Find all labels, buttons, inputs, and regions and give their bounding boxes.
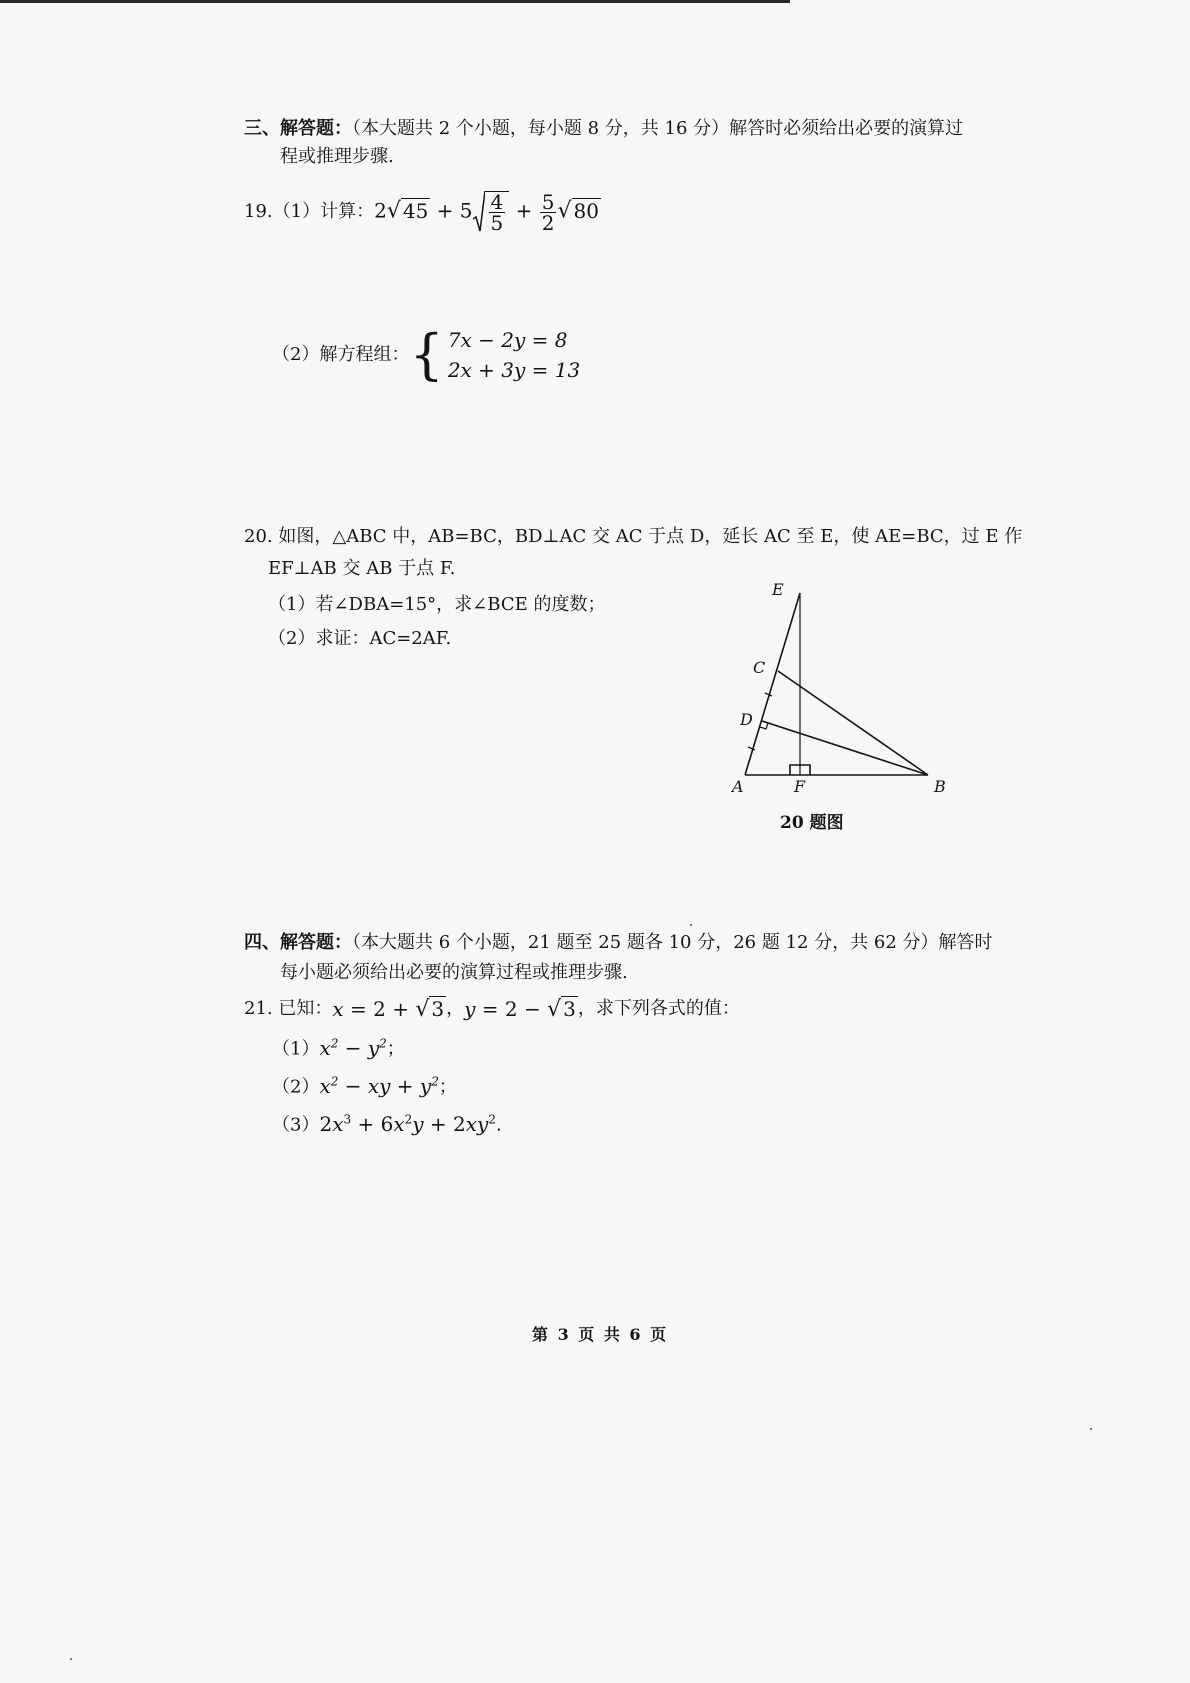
q20-part2: （2）求证：AC=2AF.	[268, 628, 452, 649]
q21-part1-label: （1）	[272, 1038, 320, 1060]
q19-expression: 2√ 45 + 5 $\frac{4}{5}$ + $\frac{5}{2}$ √ 80	[374, 189, 599, 235]
q21-part2-label: （2）	[272, 1076, 320, 1098]
section4-desc: （本大题共 6 个小题，21 题至 25 题各 10 分，26 题 12 分，共 62 分）解答时	[352, 932, 993, 953]
q20-figure	[720, 575, 960, 810]
q21-separator: ，	[446, 998, 465, 1019]
q21-part3: $(3)2x^3 + 6x^2y + 2xy^2$.	[272, 1111, 502, 1136]
q19-part1-prefix: （1）计算：	[272, 201, 375, 222]
equation-2: 2x + 3y = 13	[447, 358, 581, 382]
q21-part2: $(2)x^2$ − xy + $y^2$；	[272, 1073, 457, 1098]
q20-part1: （1）若∠DBA=15°，求∠BCE 的度数；	[268, 594, 606, 615]
q19-part2	[272, 324, 580, 386]
section3-header	[244, 118, 963, 140]
equation-system	[409, 325, 580, 385]
left-brace: {	[409, 323, 444, 386]
q20-line1: 20. 如图，△ABC 中，AB=BC，BD⊥AC 交 AC 于点 D，延长 AC 至 E，使 AE=BC，过 E 作	[244, 526, 1023, 547]
q21-part3-label: （3）	[272, 1114, 320, 1136]
line-ae	[745, 593, 800, 775]
q21-prefix: 21. 已知：	[244, 998, 333, 1019]
equation-1: 7x − 2y = 8	[447, 328, 568, 352]
label-d: D	[740, 710, 753, 729]
q19-part2-prefix: （2）解方程组：	[272, 344, 410, 365]
section4-header	[244, 932, 993, 954]
scan-speck	[70, 1658, 72, 1660]
sqrt-four-fifths: $\frac{4}{5}$	[473, 191, 510, 233]
section3-label: 三、解答题：	[244, 118, 352, 139]
page-number: 第 3 页 共 6 页	[532, 1325, 669, 1344]
section3-desc: （本大题共 2 个小题，每小题 8 分，共 16 分）解答时必须给出必要的演算过	[352, 118, 964, 139]
top-scan-edge	[0, 0, 1190, 8]
x-definition: x = 2 + √ 3	[332, 996, 445, 1022]
line-db	[762, 721, 928, 775]
label-b: B	[934, 777, 946, 796]
section4-desc-line2: 每小题必须给出必要的演算过程或推理步骤.	[280, 962, 628, 983]
q21-part1: $(1)x^2 - y^2$；	[272, 1035, 405, 1060]
label-e: E	[772, 580, 784, 599]
section3-desc-line2: 程或推理步骤.	[280, 146, 394, 167]
fraction-five-halves: $\frac{5}{2}$	[541, 189, 555, 235]
label-f: F	[794, 777, 806, 796]
q19-number: 19.	[244, 201, 273, 222]
scan-speck	[690, 924, 692, 926]
q19-part1	[244, 190, 601, 234]
label-c: C	[753, 658, 766, 677]
y-definition: y = 2 − √ 3	[464, 996, 576, 1022]
q21-statement	[244, 996, 740, 1022]
figure-caption: 20 题图	[780, 813, 844, 833]
label-a: A	[732, 777, 744, 796]
q21-suffix: ，求下列各式的值：	[577, 998, 740, 1019]
section4-label: 四、解答题：	[244, 932, 352, 953]
q20-line2: EF⊥AB 交 AB 于点 F.	[268, 558, 456, 579]
scan-speck	[1090, 1428, 1092, 1430]
